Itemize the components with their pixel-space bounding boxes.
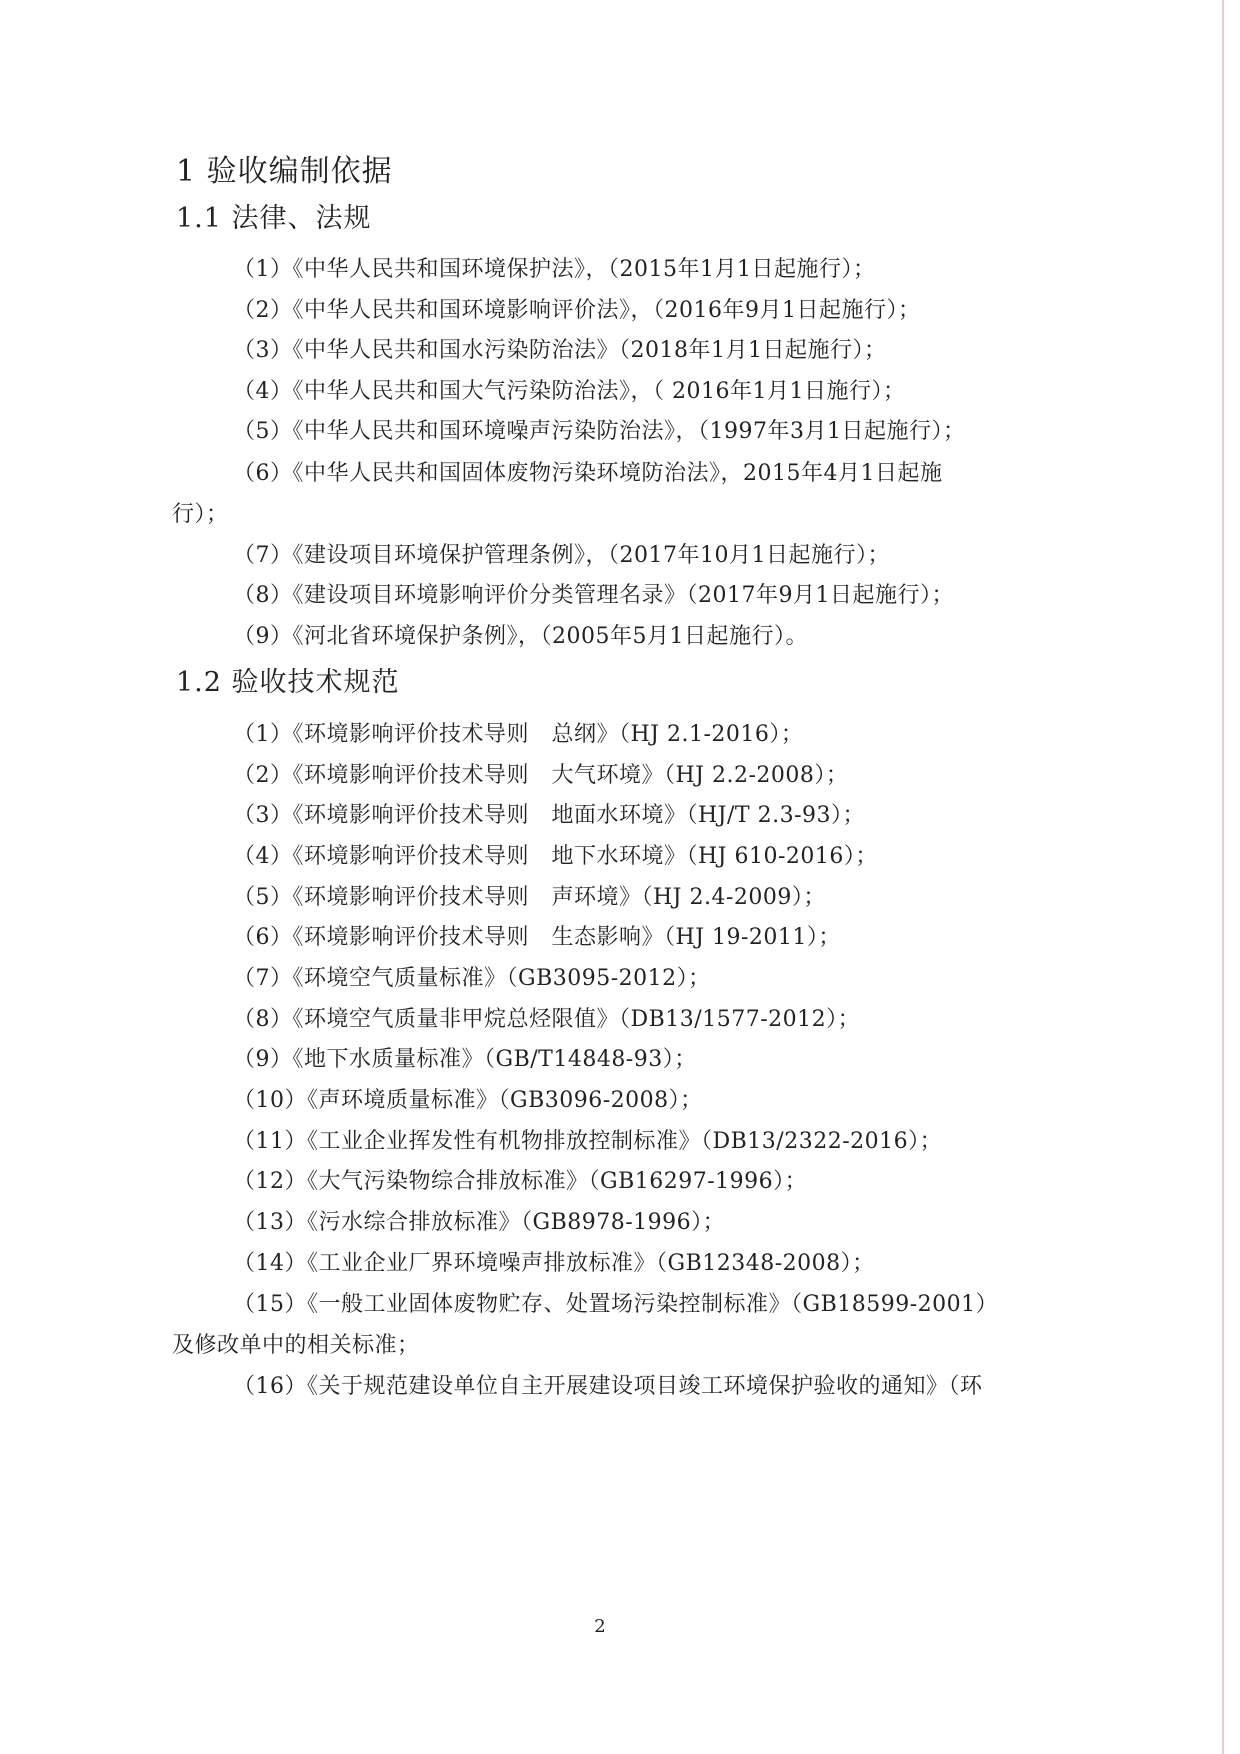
law-item-6: （6）《中华人民共和国固体废物污染环境防治法》，2015年4月1日起施: [233, 461, 943, 486]
law-item-2: （2）《中华人民共和国环境影响评价法》，（2016年9月1日起施行）；: [233, 298, 921, 323]
spec-item-15: （15）《一般工业固体废物贮存、处置场污染控制标准》（GB18599-2001）: [233, 1292, 999, 1317]
spec-item-14: （14）《工业企业厂界环境噪声排放标准》（GB12348-2008）；: [233, 1251, 875, 1276]
spec-item-6: （6）《环境影响评价技术导则 生态影响》（HJ 19-2011）；: [233, 925, 841, 950]
chapter-heading: 1 验收编制依据: [176, 154, 393, 189]
spec-item-13: （13）《污水综合排放标准》（GB8978-1996）；: [233, 1210, 726, 1235]
law-item-7: （7）《建设项目环境保护管理条例》，（2017年10月1日起施行）；: [233, 543, 890, 568]
spec-item-1: （1）《环境影响评价技术导则 总纲》（HJ 2.1-2016）；: [233, 722, 804, 747]
law-item-8: （8）《建设项目环境影响评价分类管理名录》（2017年9月1日起施行）；: [233, 583, 954, 608]
spec-item-5: （5）《环境影响评价技术导则 声环境》（HJ 2.4-2009）；: [233, 885, 826, 910]
spec-item-10: （10）《声环境质量标准》（GB3096-2008）；: [233, 1088, 703, 1113]
spec-item-11: （11）《工业企业挥发性有机物排放控制标准》（DB13/2322-2016）；: [233, 1129, 943, 1154]
section-heading-specs: 1.2 验收技术规范: [176, 667, 400, 698]
spec-item-12: （12）《大气污染物综合排放标准》（GB16297-1996）；: [233, 1169, 808, 1194]
section-heading-laws: 1.1 法律、法规: [176, 203, 372, 234]
scan-edge-line: [1222, 0, 1224, 1754]
spec-item-8: （8）《环境空气质量非甲烷总烃限值》（DB13/1577-2012）；: [233, 1007, 861, 1032]
law-item-1: （1）《中华人民共和国环境保护法》，（2015年1月1日起施行）；: [233, 257, 876, 282]
law-item-6-continuation: 行）；: [172, 502, 229, 527]
law-item-9: （9）《河北省环境保护条例》，（2005年5月1日起施行）。: [233, 624, 808, 649]
spec-item-3: （3）《环境影响评价技术导则 地面水环境》（HJ/T 2.3-93）；: [233, 803, 865, 828]
law-item-5: （5）《中华人民共和国环境噪声污染防治法》，（1997年3月1日起施行）；: [233, 419, 966, 444]
page-number: 2: [594, 1616, 606, 1637]
spec-item-16: （16）《关于规范建设单位自主开展建设项目竣工环境保护验收的通知》（环: [233, 1374, 983, 1399]
spec-item-9: （9）《地下水质量标准》（GB/T14848-93）；: [233, 1047, 697, 1072]
spec-item-7: （7）《环境空气质量标准》（GB3095-2012）；: [233, 966, 711, 991]
spec-item-15-continuation: 及修改单中的相关标准；: [172, 1333, 420, 1358]
spec-item-2: （2）《环境影响评价技术导则 大气环境》（HJ 2.2-2008）；: [233, 763, 849, 788]
spec-item-4: （4）《环境影响评价技术导则 地下水环境》（HJ 610-2016）；: [233, 844, 878, 869]
law-item-3: （3）《中华人民共和国水污染防治法》（2018年1月1日起施行）；: [233, 338, 887, 363]
law-item-4: （4）《中华人民共和国大气污染防治法》，（ 2016年1月1日施行）；: [233, 379, 906, 404]
